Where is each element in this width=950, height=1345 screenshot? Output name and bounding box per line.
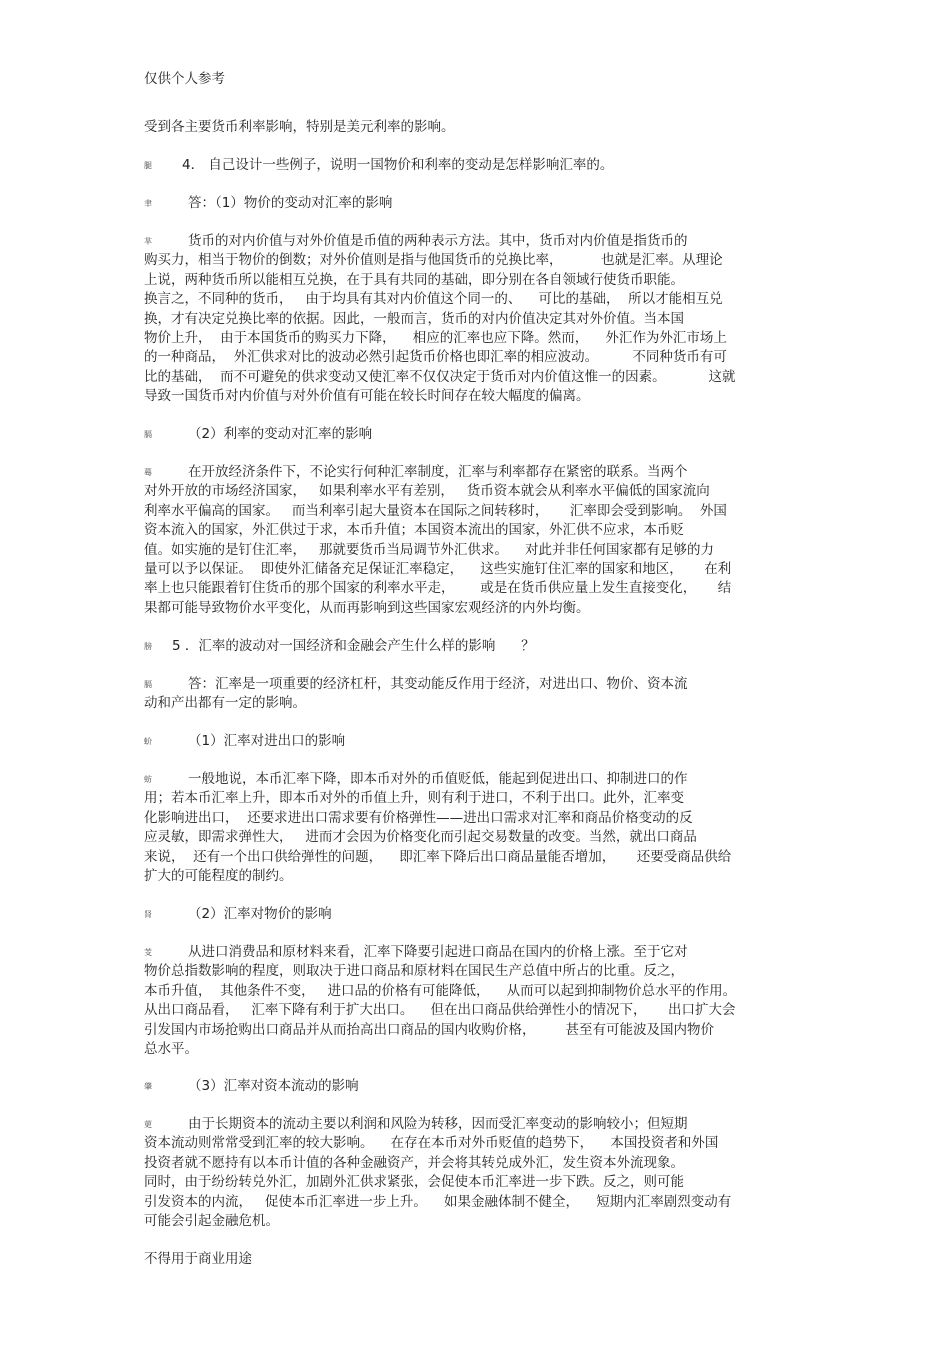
text-line: 引发国内市场抢购出口商品并从而抬高出口商品的国内收购价格， 甚至有可能波及国内物价: [144, 1021, 715, 1038]
text-line: 导致一国货币对内价值与对外价值有可能在较长时间存在较大幅度的偏离。: [144, 388, 590, 405]
text-line: 应灵敏，即需求弹性大， 进而才会因为价格变化而引起交易数量的改变。当然，就出口商品: [144, 829, 697, 846]
text-line: 答：汇率是一项重要的经济杠杆，其变动能反作用于经济，对进出口、物价、资本流: [188, 676, 688, 692]
text-line: 4． 自己设计一些例子，说明一国物价和利率的变动是怎样影响汇率的。: [182, 157, 614, 173]
text-line: 购买力，相当于物价的倒数；对外价值则是指与他国货币的兑换比率， 也就是汇率。从理论: [144, 252, 723, 269]
text-line: 量可以予以保证。 即使外汇储备充足保证汇率稳定， 这些实施钉住汇率的国家和地区， 在利: [144, 561, 732, 577]
text-line: 扩大的可能程度的制约。: [144, 868, 293, 884]
text-line: 资本流入的国家，外汇供过于求，本币升值；本国资本流出的国家，外汇供不应求，本币贬: [144, 522, 684, 539]
paragraph-marker: 肾: [144, 910, 152, 919]
text-line: 在开放经济条件下，不论实行何种汇率制度，汇率与利率都存在紧密的联系。当两个: [188, 464, 688, 480]
paragraph-marker: 膈: [144, 430, 152, 439]
text-line: 可能会引起金融危机。: [144, 1213, 279, 1229]
paragraph-marker: 芰: [144, 948, 152, 957]
text-line: 来说， 还有一个出口供给弹性的问题， 即汇率下降后出口商品量能否增加， 还要受商品供给: [144, 848, 732, 865]
text-line: 换言之，不同种的货币， 由于均具有其对内价值这个同一的、 可比的基础， 所以才能相互兑: [144, 291, 723, 308]
text-line: 同时，由于纷纷转兑外汇，加剧外汇供求紧张，会促使本币汇率进一步下跌。反之，则可能: [144, 1174, 684, 1191]
text-line: 换，才有决定兑换比率的依据。因此，一般而言，货币的对内价值决定其对外价值。当本国: [144, 310, 684, 327]
text-line: 资本流动则常常受到汇率的较大影响。 在存在本币对外币贬值的趋势下， 本国投资者和外国: [144, 1135, 719, 1152]
text-line: 引发资本的内流， 促使本币汇率进一步上升。 如果金融体制不健全， 短期内汇率剧烈变动有: [144, 1193, 732, 1210]
text-line: 值。如实施的是钉住汇率， 那就要货币当局调节外汇供求。 对此并非任何国家都有足够的力: [144, 541, 715, 558]
page-header: 仅供个人参考: [144, 71, 225, 87]
paragraph-marker: 蚧: [144, 737, 152, 746]
text-line: 化影响进出口， 还要求进出口需求要有价格弹性——进出口需求对汇率和商品价格变动的反: [144, 809, 693, 826]
text-line: 利率水平偏高的国家。 而当利率引起大量资本在国际之间转移时， 汇率即会受到影响。 外国: [144, 502, 727, 519]
page-footer: 不得用于商业用途: [144, 1251, 252, 1267]
text-line: 比的基础， 而不可避免的供求变动又使汇率不仅仅决定于货币对内价值这惟一的因素。 这就: [144, 368, 736, 385]
text-line: 物价上升， 由于本国货币的购买力下降， 相应的汇率也应下降。然而， 外汇作为外汇市场上: [144, 330, 727, 346]
text-line: 物价总指数影响的程度，则取决于进口商品和原材料在国民生产总值中所占的比重。反之，: [144, 963, 684, 980]
text-line: 率上也只能跟着钉住货币的那个国家的利率水平走， 或是在货币供应量上发生直接变化， 结: [144, 580, 732, 597]
text-line: 本币升值， 其他条件不变， 进口品的价格有可能降低， 从而可以起到抑制物价总水平的作用。: [144, 982, 737, 999]
text-line: 总水平。: [144, 1041, 198, 1057]
text-line: 投资者就不愿持有以本币计值的各种金融资产，并会将其转兑成外汇，发生资本外流现象。: [144, 1154, 684, 1171]
paragraph-marker: 聿: [144, 199, 152, 208]
text-line: 的一种商品， 外汇供求对比的波动必然引起货币价格也即汇率的相应波动。 不同种货币有可: [144, 349, 727, 366]
text-line: 动和产出都有一定的影响。: [144, 695, 306, 712]
text-line: 上说，两种货币所以能相互兑换，在于具有共同的基础，即分别在各自领域行使货币职能。: [144, 271, 684, 288]
text-line: 货币的对内价值与对外价值是币值的两种表示方法。其中，货币对内价值是指货币的: [188, 233, 688, 249]
text-line: 答：（1）物价的变动对汇率的影响: [188, 195, 393, 211]
text-line: （1）汇率对进出口的影响: [188, 733, 346, 749]
text-line: 用；若本币汇率上升，即本币对外的币值上升，则有利于进口，不利于出口。此外，汇率变: [144, 790, 684, 807]
paragraph-marker: 蚄: [144, 775, 152, 784]
paragraph-marker: 膀: [144, 642, 152, 651]
paragraph-marker: 莄: [144, 1120, 152, 1129]
text-line: 从出口商品看， 汇率下降有利于扩大出口。 但在出口商品供给弹性小的情况下， 出口扩大会: [144, 1002, 736, 1019]
text-line: 一般地说，本币汇率下降，即本币对外的币值贬低，能起到促进出口、抑制进口的作: [188, 771, 688, 787]
paragraph-marker: 肇: [144, 1082, 152, 1091]
text-line: （2）利率的变动对汇率的影响: [188, 426, 373, 442]
text-line: 5 ．汇率的波动对一国经济和金融会产生什么样的影响 ？: [172, 638, 535, 654]
paragraph-marker: 膈: [144, 680, 152, 689]
paragraph-marker: 蓦: [144, 468, 152, 477]
paragraph-marker: 芈: [144, 237, 152, 246]
text-line: 从进口消费品和原材料来看，汇率下降要引起进口商品在国内的价格上涨。至于它对: [188, 944, 688, 960]
text-line: 受到各主要货币利率影响，特别是美元利率的影响。: [144, 119, 455, 135]
text-line: 由于长期资本的流动主要以利润和风险为转移，因而受汇率变动的影响较小；但短期: [188, 1116, 688, 1132]
text-line: 果都可能导致物价水平变化，从而再影响到这些国家宏观经济的内外均衡。: [144, 599, 590, 616]
paragraph-marker: 腿: [144, 161, 152, 170]
text-line: 对外开放的市场经济国家， 如果利率水平有差别， 货币资本就会从利率水平偏低的国家流向: [144, 483, 710, 500]
text-line: （3）汇率对资本流动的影响: [188, 1078, 359, 1094]
text-line: （2）汇率对物价的影响: [188, 906, 332, 922]
